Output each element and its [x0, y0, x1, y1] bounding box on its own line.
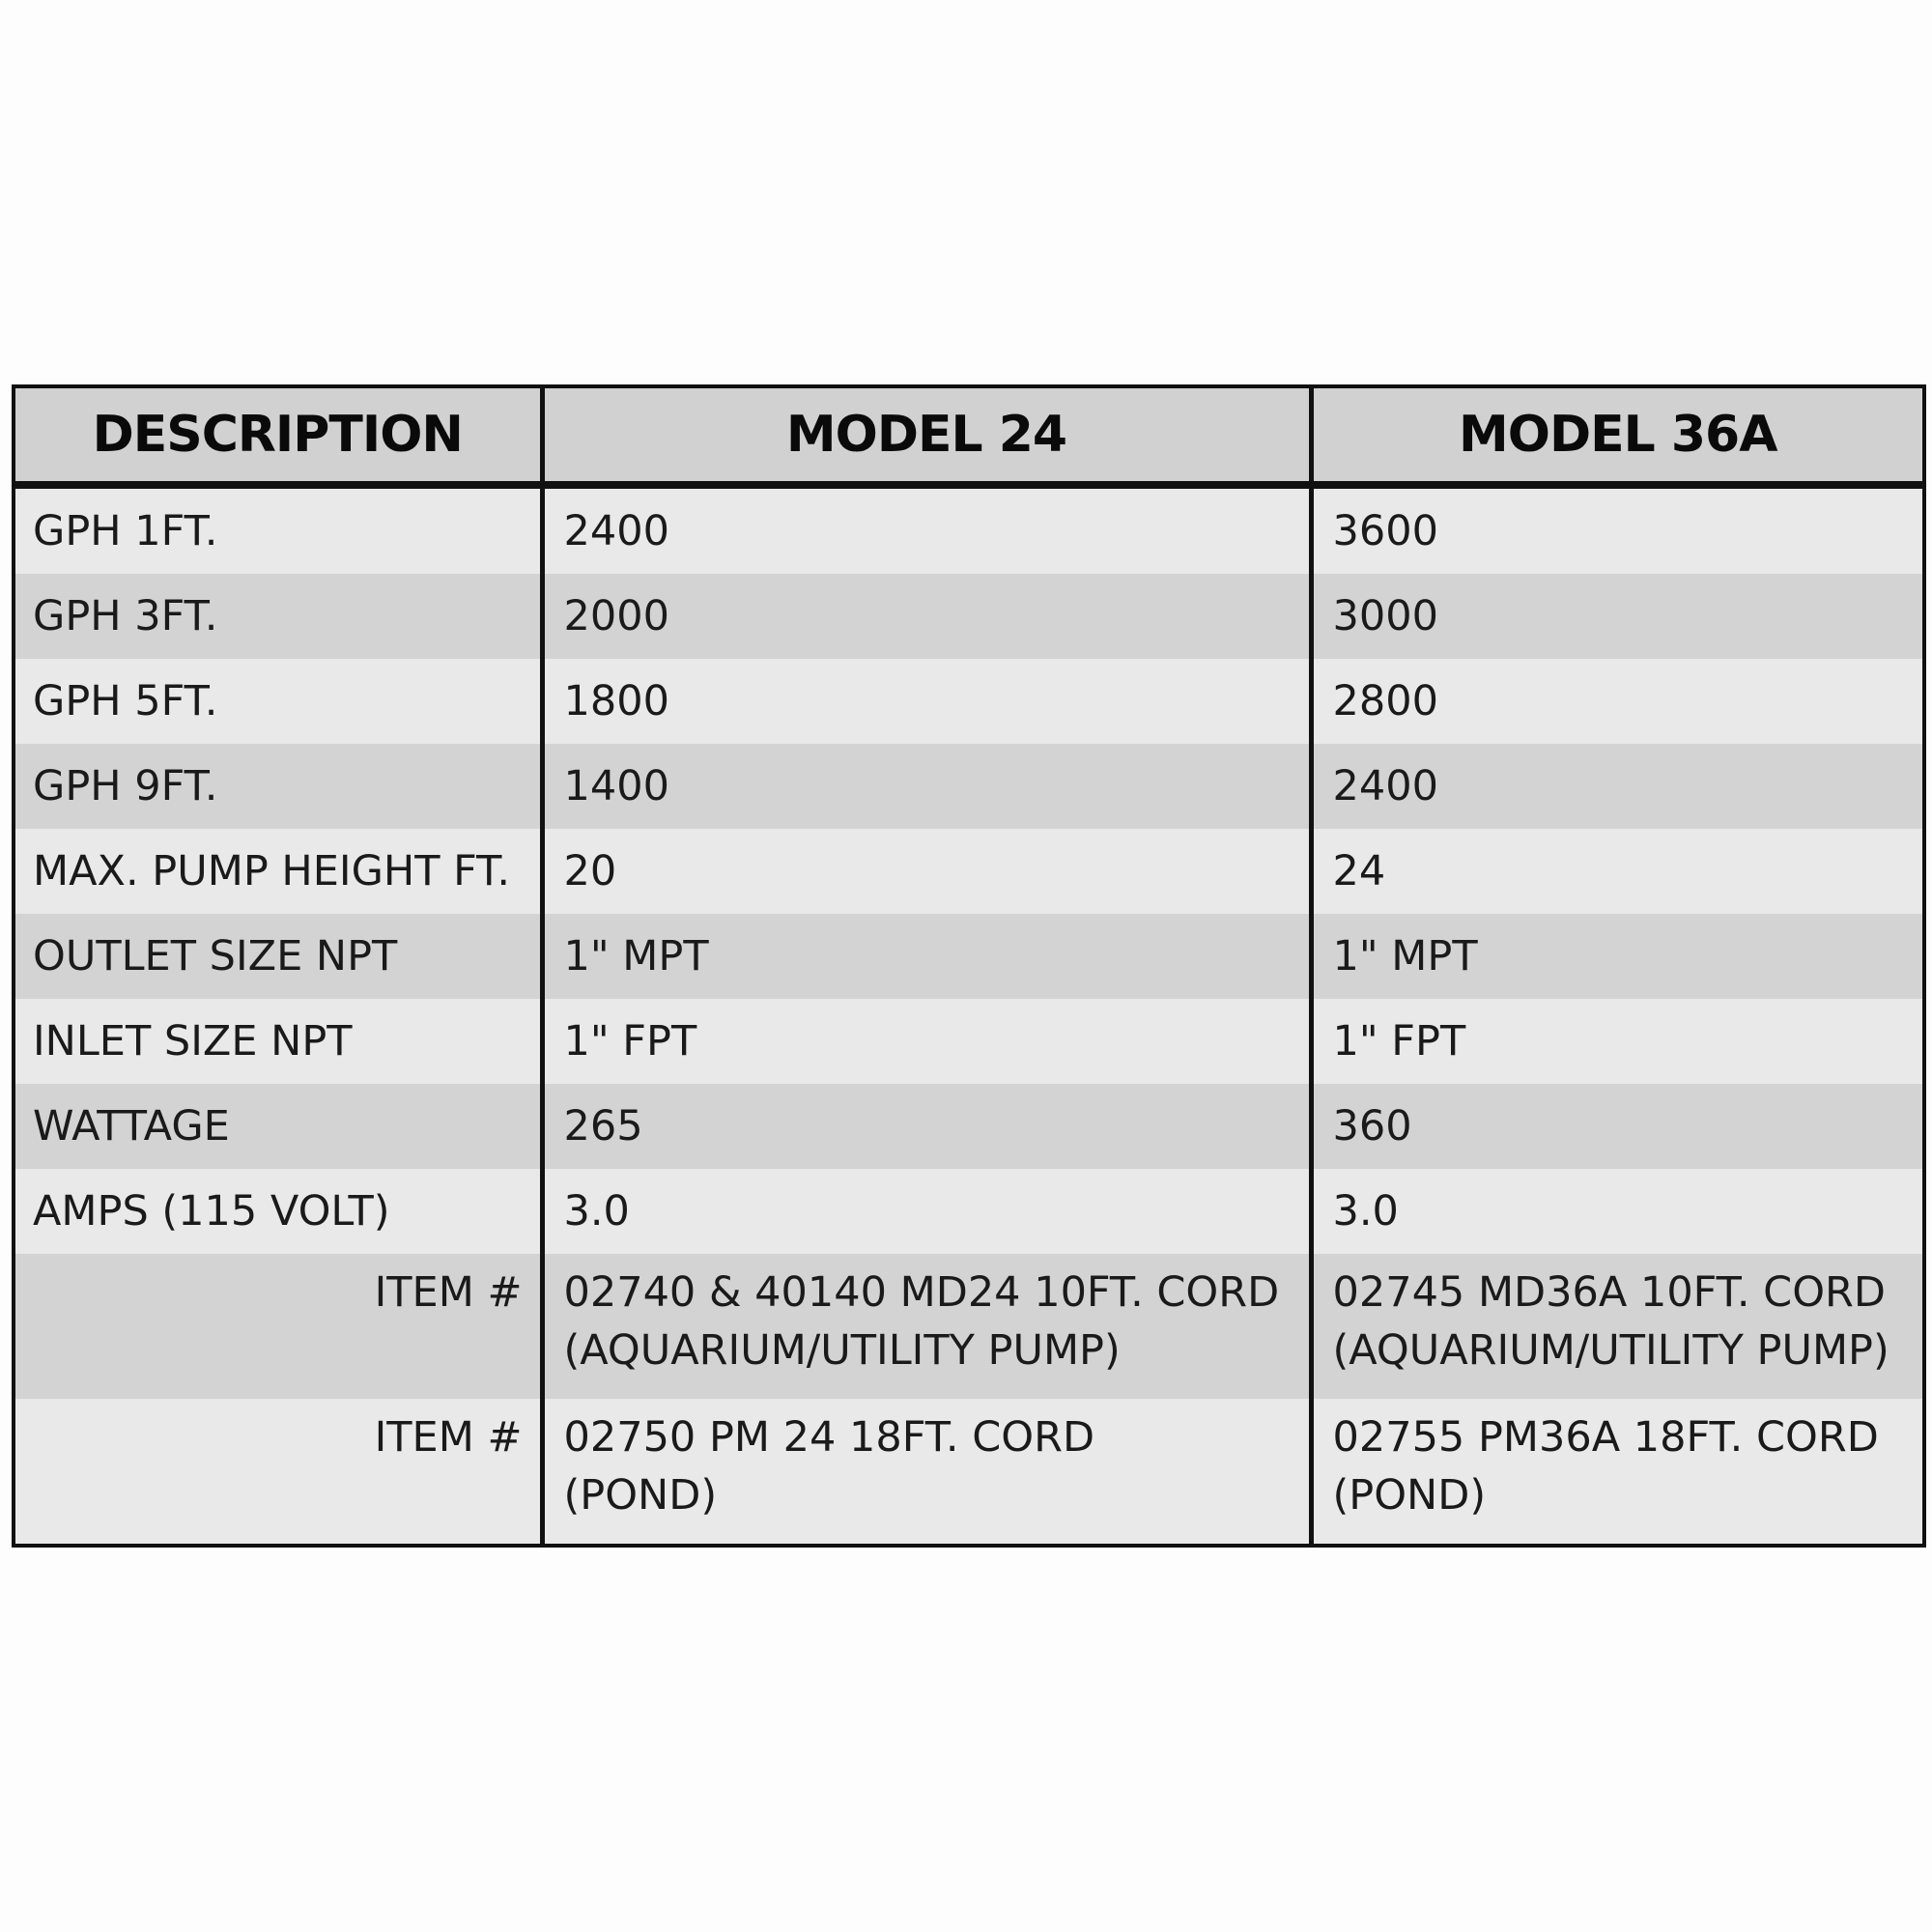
model-36a-value: 24: [1311, 829, 1924, 914]
table-row: [14, 485, 1924, 574]
row-description: OUTLET SIZE NPT: [14, 914, 542, 999]
item-line: (AQUARIUM/UTILITY PUMP): [563, 1326, 1121, 1375]
model-24-value: 3.0: [542, 1169, 1311, 1254]
row-description: GPH 9FT.: [14, 744, 542, 829]
header-model-24: MODEL 24: [542, 386, 1311, 485]
model-24-item: [542, 1254, 1311, 1399]
item-label: ITEM #: [14, 1399, 542, 1546]
pump-spec-table: [12, 384, 1926, 1548]
model-36a-item: [1311, 1399, 1924, 1546]
model-24-value: 1" FPT: [542, 999, 1311, 1084]
item-line: (AQUARIUM/UTILITY PUMP): [1332, 1326, 1889, 1375]
header-description: DESCRIPTION: [14, 386, 542, 485]
model-36a-item: [1311, 1254, 1924, 1399]
model-36a-value: 3600: [1311, 485, 1924, 574]
model-24-value: 1" MPT: [542, 914, 1311, 999]
item-line: 02750 PM 24 18FT. CORD: [563, 1413, 1095, 1462]
row-description: INLET SIZE NPT: [14, 999, 542, 1084]
model-24-value: 265: [542, 1084, 1311, 1169]
item-row: [14, 1399, 1924, 1546]
model-36a-value: 2800: [1311, 659, 1924, 744]
item-line: (POND): [563, 1471, 718, 1520]
table-row: [14, 659, 1924, 744]
table-row: [14, 1084, 1924, 1169]
model-36a-value: 3000: [1311, 574, 1924, 659]
model-36a-value: 360: [1311, 1084, 1924, 1169]
item-row: [14, 1254, 1924, 1399]
table-row: [14, 744, 1924, 829]
item-line: 02740 & 40140 MD24 10FT. CORD: [563, 1268, 1280, 1317]
header-row: [14, 386, 1924, 485]
model-24-value: 2400: [542, 485, 1311, 574]
row-description: GPH 1FT.: [14, 485, 542, 574]
model-24-value: 2000: [542, 574, 1311, 659]
row-description: WATTAGE: [14, 1084, 542, 1169]
table-row: [14, 1169, 1924, 1254]
table-row: [14, 914, 1924, 999]
model-24-value: 20: [542, 829, 1311, 914]
item-line: (POND): [1332, 1471, 1487, 1520]
model-36a-value: 1" FPT: [1311, 999, 1924, 1084]
item-line: 02755 PM36A 18FT. CORD: [1332, 1413, 1879, 1462]
row-description: MAX. PUMP HEIGHT FT.: [14, 829, 542, 914]
row-description: GPH 5FT.: [14, 659, 542, 744]
model-24-value: 1400: [542, 744, 1311, 829]
row-description: AMPS (115 VOLT): [14, 1169, 542, 1254]
table-row: [14, 574, 1924, 659]
model-24-item: [542, 1399, 1311, 1546]
item-line: 02745 MD36A 10FT. CORD: [1332, 1268, 1887, 1317]
header-model-36a: MODEL 36A: [1311, 386, 1924, 485]
table-row: [14, 829, 1924, 914]
model-36a-value: 2400: [1311, 744, 1924, 829]
row-description: GPH 3FT.: [14, 574, 542, 659]
model-36a-value: 1" MPT: [1311, 914, 1924, 999]
model-24-value: 1800: [542, 659, 1311, 744]
item-label: ITEM #: [14, 1254, 542, 1399]
model-36a-value: 3.0: [1311, 1169, 1924, 1254]
table-row: [14, 999, 1924, 1084]
